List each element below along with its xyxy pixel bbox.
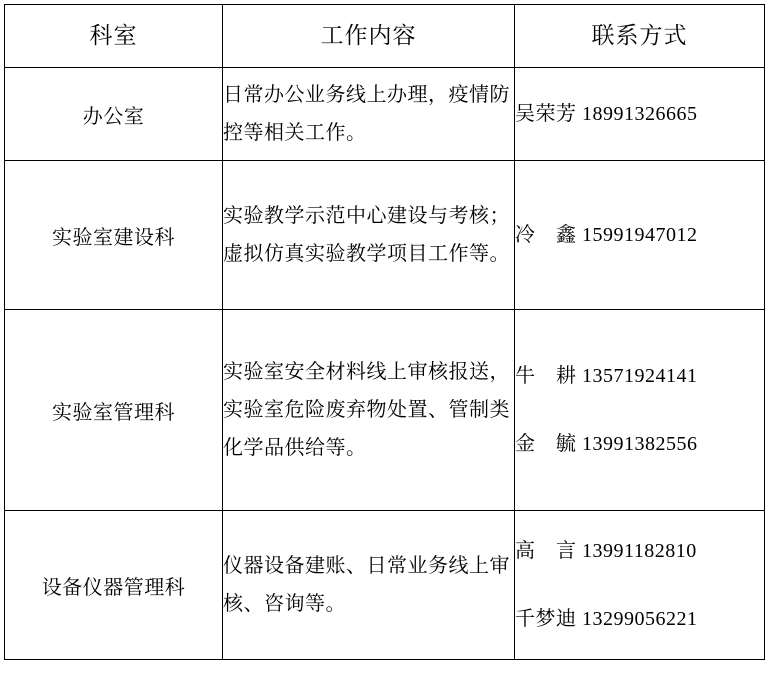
cell-department: 设备仪器管理科 [5,511,223,660]
cell-work-content: 实验室安全材料线上审核报送，实验室危险废弃物处置、管制类化学品供给等。 [223,310,515,511]
table-row [5,511,765,660]
header-work-content: 工作内容 [223,5,515,68]
cell-contact [515,161,765,310]
contact-entry: 吴荣芳 18991326665 [515,103,698,125]
header-contact: 联系方式 [515,5,765,68]
contact-entry: 高 言 13991182810 [515,540,697,562]
cell-work-content: 实验教学示范中心建设与考核；虚拟仿真实验教学项目工作等。 [223,161,515,310]
cell-department: 办公室 [5,68,223,161]
contact-entry: 冷 鑫 15991947012 [515,224,698,246]
contact-table [4,4,765,660]
table-row [5,161,765,310]
cell-department: 实验室建设科 [5,161,223,310]
cell-work-content: 日常办公业务线上办理，疫情防控等相关工作。 [223,68,515,161]
cell-contact [515,511,765,660]
contact-entry: 牛 耕 13571924141 [515,365,698,387]
cell-contact [515,310,765,511]
table-header-row [5,5,765,68]
contact-entry: 金 毓 13991382556 [515,433,698,455]
header-department: 科室 [5,5,223,68]
cell-department: 实验室管理科 [5,310,223,511]
table-row [5,310,765,511]
cell-work-content: 仪器设备建账、日常业务线上审核、咨询等。 [223,511,515,660]
table-row [5,68,765,161]
contact-entry: 千梦迪 13299056221 [515,608,698,630]
cell-contact [515,68,765,161]
document-page [0,4,768,675]
